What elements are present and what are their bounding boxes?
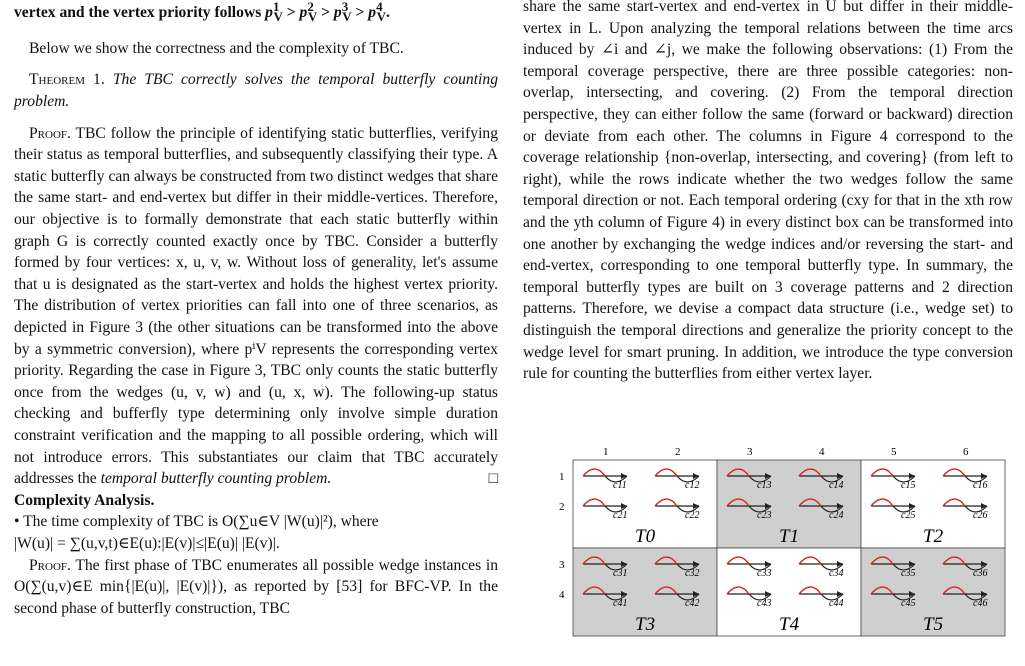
theorem — [14, 69, 498, 112]
type-label: T4 — [779, 614, 800, 635]
cell-label: c13 — [757, 480, 772, 491]
cell-label: c44 — [829, 598, 844, 609]
type-label: T0 — [635, 526, 656, 547]
proof2-body: The first phase of TBC enumerates all possible wedge instances in O(∑(u,v)∈E min{|E(u)|, |E(v)|}), as reported by [53] for BFC-VP. In the second phase of butterfly construction, TBC — [14, 556, 499, 617]
complexity-bullet-2: |W(u)| = ∑(u,v,t)∈E(u):|E(v)|≤|E(u)| |E(v)|. — [14, 534, 280, 552]
cell-label: c16 — [973, 480, 988, 491]
cell-label: c21 — [613, 510, 628, 521]
cell-label: c12 — [685, 480, 700, 491]
proof-tail: temporal butterfly counting problem. — [100, 470, 332, 488]
complexity-bullet: • The time complexity of TBC is O(∑u∈V |W(u)|²), where — [14, 513, 379, 531]
proof-head: Proof. — [29, 124, 71, 142]
row-number: 2 — [559, 501, 565, 513]
theorem-body: The TBC correctly solves the temporal butterfly counting problem. — [14, 71, 498, 111]
row-number: 3 — [559, 559, 565, 571]
column-number: 5 — [891, 446, 897, 458]
row-number: 4 — [559, 589, 565, 601]
cell-label: c46 — [973, 598, 988, 609]
proof2-head: Proof. — [29, 556, 71, 574]
cell-label: c15 — [901, 480, 916, 491]
figure-4 — [555, 446, 1008, 646]
cell-label: c14 — [829, 480, 844, 491]
cell-label: c42 — [685, 598, 700, 609]
column-number: 6 — [963, 446, 969, 458]
type-label: T3 — [635, 614, 656, 635]
cell-label: c24 — [829, 510, 844, 521]
right-paragraph: share the same start-vertex and end-vertex in U but differ in their middle-vertex in L. Upon analyzing the temporal relations between the time arcs induced by ∠i and ∠j, we make the following observations: (1) From the temporal coverage perspective, there are three possible categories: non-overlap, intersecting, and covering. (2) From the temporal direction perspective, they can either follow the same (forward or backward) direction or deviate from each other. The columns in Figure 4 correspond to the coverage relationship {non-overlap, intersecting, and covering} (from left to right), while the rows indicate whether the two wedges follow the same temporal direction or not. Each temporal ordering (cxy for that in the xth row and the yth column of Figure 4) in every distinct box can be transformed into one another by exchanging the wedge indices and/or reversing the start- and end-vertex, corresponding to one temporal butterfly type. In summary, the temporal butterfly types are built on 3 coverage patterns and 2 direction patterns. Therefore, we devise a compact data structure (i.e., wedge set) to distinguish the temporal directions and generalize the priority concept to the wedge level for smart pruning. In addition, we introduce the type conversion rule for counting the butterflies from either vertex layer. — [523, 0, 1013, 383]
proof — [14, 123, 498, 490]
cell-label: c35 — [901, 568, 916, 579]
column-number: 4 — [819, 446, 825, 458]
cell-label: c26 — [973, 510, 988, 521]
cell-label: c36 — [973, 568, 988, 579]
cell-label: c41 — [613, 598, 628, 609]
row-number: 1 — [559, 471, 565, 483]
type-label: T1 — [779, 526, 800, 547]
theorem-head: Theorem 1. — [29, 71, 105, 89]
left-column — [14, 0, 498, 619]
column-number: 3 — [747, 446, 753, 458]
cell-label: c23 — [757, 510, 772, 521]
cell-label: c32 — [685, 568, 700, 579]
column-number: 2 — [675, 446, 681, 458]
cell-label: c33 — [757, 568, 772, 579]
cell-label: c34 — [829, 568, 844, 579]
cell-label: c43 — [757, 598, 772, 609]
proof-body: TBC follow the principle of identifying static butterflies, verifying their status as temporal butterflies, and subsequently classifying their type. A static butterfly can always be constructed from two distinct wedges that share the same start- and end-vertex but differ in their middle-vertices. Therefore, our objective is to formally demonstrate that each static butterfly within graph G is correctly counted exactly once by TBC. Consider a butterfly formed by four vertices: x, u, v, w. Without loss of generality, let's assume that u is designated as the start-vertex and holds the highest vertex priority. The distribution of vertex priorities can fall into one of three scenarios, as depicted in Figure 3 (the other situations can be transformed into the above by a symmetric conversion), where pⁱV represents the corresponding vertex priority. Regarding the case in Figure 3, TBC only counts the static butterfly once from the wedges (u, v, w) and (u, x, w). The following-up status checking and bufferfly type determining only involve simple duration constraint verification and the mapping to all possible ordering, which will not introduce errors. This substantiates our claim that TBC accurately addresses the — [14, 124, 498, 488]
intro-text: Below we show the correctness and the complexity of TBC. — [29, 39, 404, 57]
type-label: T5 — [923, 614, 944, 635]
carryover-line: vertex and the vertex priority follows $p^1_V > p^2_V > p^3_V > p^4_V$. — [14, 0, 390, 25]
cell-label: c11 — [613, 480, 627, 491]
figure-4-svg — [555, 446, 1008, 646]
cell-label: c22 — [685, 510, 700, 521]
cell-label: c31 — [613, 568, 628, 579]
type-label: T2 — [923, 526, 944, 547]
proof-2 — [14, 555, 498, 620]
cell-label: c25 — [901, 510, 916, 521]
right-column — [523, 0, 1013, 385]
complexity-heading: Complexity Analysis. — [14, 491, 155, 509]
qed-symbol: □ — [488, 470, 498, 488]
cell-label: c45 — [901, 598, 916, 609]
column-number: 1 — [603, 446, 609, 458]
